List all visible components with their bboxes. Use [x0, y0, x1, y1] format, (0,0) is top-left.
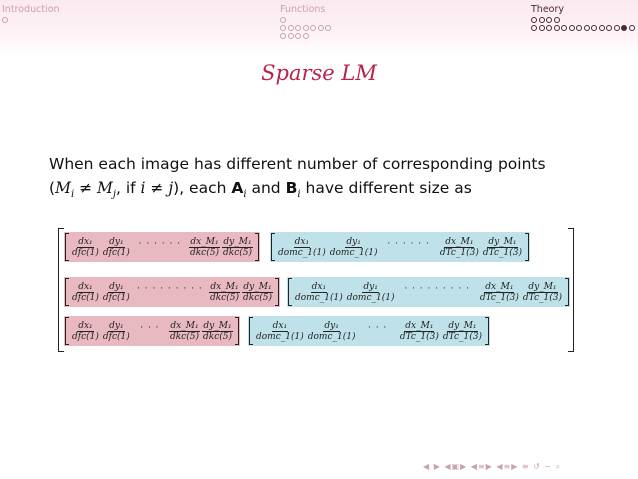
fraction-denominator: domc_1(1) [346, 292, 395, 303]
fraction-denominator: dkc(5) [169, 331, 199, 342]
nav-section-label[interactable]: Functions [280, 4, 326, 15]
fraction-denominator: dTc_1(3) [479, 292, 519, 303]
nav-dot[interactable] [280, 17, 286, 23]
fraction-denominator: dkc(5) [189, 247, 219, 258]
ellipsis: · · · · · · [387, 239, 430, 249]
fraction [202, 321, 233, 342]
fraction-numerator: dx₁ [311, 281, 327, 292]
fraction-denominator: dTc_1(3) [439, 247, 479, 258]
jacobian-block-b [270, 232, 530, 262]
ellipsis: · · · · · · · · · [137, 284, 203, 294]
nav-dot[interactable] [599, 25, 605, 31]
nav-dot[interactable] [295, 33, 301, 39]
fraction [329, 237, 379, 258]
body-line-2: ($M_i \ne M_j$, if i ≠ j), each $A_i$ and $B_i$ have different size as [49, 179, 472, 201]
fraction [522, 282, 563, 303]
frame-title: Sparse LM [261, 61, 377, 85]
jacobian-block-a [64, 316, 240, 346]
fraction-numerator: dx_M₁ [170, 320, 199, 331]
fraction [71, 321, 100, 342]
fraction-denominator: dkc(5) [222, 247, 252, 258]
nav-dot[interactable] [561, 25, 567, 31]
fraction [71, 237, 100, 258]
fraction-numerator: dx₁ [78, 320, 93, 331]
fraction-denominator: domc_1(1) [329, 247, 378, 258]
fraction-denominator: dTc_1(3) [399, 331, 439, 342]
nav-dot[interactable] [310, 25, 316, 31]
fraction [346, 282, 396, 303]
nav-dot[interactable] [621, 25, 627, 31]
fraction-numerator: dx₁ [272, 320, 288, 331]
fraction-numerator: dy₁ [109, 281, 124, 292]
fraction [294, 282, 344, 303]
nav-dot[interactable] [554, 17, 560, 23]
fraction-numerator: dy_M₁ [243, 281, 272, 292]
nav-dot-row [531, 17, 635, 25]
fraction-denominator: dkc(5) [202, 331, 232, 342]
nav-dots [280, 17, 331, 41]
beamer-navigation-symbols[interactable]: ◀ ▶ ◀▣▶ ◀≡▶ ◀≡▶ ≡ ↺ ∽ ⌕ [423, 462, 562, 471]
fraction-denominator: dfc(1) [72, 247, 99, 258]
body-paragraph [49, 152, 609, 207]
nav-section-theory[interactable] [531, 4, 635, 33]
fraction-numerator: dx_M₁ [210, 281, 239, 292]
nav-dot[interactable] [606, 25, 612, 31]
ellipsis: · · · · · · [138, 239, 182, 249]
nav-dot[interactable] [288, 33, 294, 39]
nav-dot[interactable] [569, 25, 575, 31]
fraction [482, 237, 523, 258]
fraction [209, 282, 240, 303]
ellipsis: · · · [140, 323, 160, 333]
nav-dot[interactable] [584, 25, 590, 31]
nav-dot[interactable] [318, 25, 324, 31]
fraction-numerator: dy_M₁ [528, 281, 557, 292]
fraction-numerator: dy₁ [346, 236, 361, 247]
nav-dot[interactable] [539, 17, 545, 23]
fraction-numerator: dy₁ [109, 236, 124, 247]
fraction [255, 321, 305, 342]
fraction-denominator: dfc(1) [72, 331, 99, 342]
fraction [102, 237, 131, 258]
body-line-1: When each image has different number of corresponding points [49, 155, 546, 173]
fraction-numerator: dy_M₁ [488, 236, 517, 247]
ellipsis: · · · [367, 323, 388, 333]
fraction-denominator: domc_1(1) [307, 331, 356, 342]
navigation-header [0, 0, 638, 58]
nav-dot[interactable] [546, 17, 552, 23]
nav-dot[interactable] [629, 25, 635, 31]
nav-dot[interactable] [576, 25, 582, 31]
fraction-numerator: dx₁ [78, 236, 93, 247]
nav-dot[interactable] [295, 25, 301, 31]
fraction [479, 282, 520, 303]
jacobian-block-a [64, 232, 260, 262]
fraction [277, 237, 327, 258]
fraction-denominator: domc_1(1) [295, 292, 343, 303]
fraction [189, 237, 220, 258]
fraction-denominator: domc_1(1) [256, 331, 304, 342]
nav-dot[interactable] [303, 33, 309, 39]
nav-dot[interactable] [280, 25, 286, 31]
nav-dot-row [2, 17, 60, 25]
fraction-denominator: dTc_1(3) [442, 331, 482, 342]
fraction [102, 321, 131, 342]
fraction [102, 282, 131, 303]
nav-dot[interactable] [2, 17, 8, 23]
nav-section-label[interactable]: Theory [531, 4, 565, 15]
fraction-denominator: dfc(1) [72, 292, 99, 303]
nav-dot[interactable] [531, 17, 537, 23]
fraction-denominator: dfc(1) [102, 292, 130, 303]
nav-section-label[interactable]: Introduction [2, 4, 60, 15]
fraction-numerator: dx₁ [78, 281, 93, 292]
fraction [439, 237, 480, 258]
nav-dots [531, 17, 635, 33]
fraction-denominator: dTc_1(3) [482, 247, 522, 258]
fraction-numerator: dx₁ [294, 236, 310, 247]
nav-dot-row [280, 17, 331, 25]
fraction-numerator: dy_M₁ [223, 236, 252, 247]
fraction [222, 237, 253, 258]
fraction-numerator: dx_M₁ [445, 236, 474, 247]
nav-dot-row [280, 33, 331, 41]
nav-dot[interactable] [546, 25, 552, 31]
nav-dot[interactable] [325, 25, 331, 31]
fraction [307, 321, 357, 342]
nav-dot-row [531, 25, 635, 33]
nav-dot[interactable] [303, 25, 309, 31]
fraction [71, 282, 100, 303]
fraction-denominator: dkc(5) [242, 292, 272, 303]
fraction-denominator: dfc(1) [102, 331, 130, 342]
fraction-denominator: dkc(5) [209, 292, 239, 303]
nav-dots [2, 17, 60, 25]
fraction-numerator: dy₁ [324, 320, 339, 331]
fraction-numerator: dy₁ [363, 281, 378, 292]
nav-dot[interactable] [531, 25, 537, 31]
fraction-denominator: domc_1(1) [278, 247, 326, 258]
fraction-numerator: dy₁ [109, 320, 124, 331]
fraction-numerator: dx_M₁ [190, 236, 219, 247]
nav-dot[interactable] [539, 25, 545, 31]
jacobian-block-b [248, 316, 490, 346]
nav-dot-row [280, 25, 331, 33]
fraction-numerator: dx_M₁ [405, 320, 434, 331]
fraction [399, 321, 440, 342]
nav-dot[interactable] [614, 25, 620, 31]
fraction [242, 282, 273, 303]
ellipsis: · · · · · · · · · [404, 284, 470, 294]
nav-dot[interactable] [591, 25, 597, 31]
nav-dot[interactable] [554, 25, 560, 31]
jacobian-block-b [287, 277, 570, 307]
fraction-numerator: dy_M₁ [203, 320, 232, 331]
fraction [442, 321, 483, 342]
fraction-denominator: dTc_1(3) [522, 292, 562, 303]
nav-section-functions[interactable] [280, 4, 331, 41]
nav-dot[interactable] [288, 25, 294, 31]
fraction-numerator: dx_M₁ [485, 281, 514, 292]
fraction-numerator: dy_M₁ [448, 320, 477, 331]
jacobian-block-a [64, 277, 280, 307]
nav-section-introduction[interactable] [2, 4, 60, 25]
fraction-denominator: dfc(1) [102, 247, 130, 258]
nav-dot[interactable] [280, 33, 286, 39]
fraction [169, 321, 200, 342]
